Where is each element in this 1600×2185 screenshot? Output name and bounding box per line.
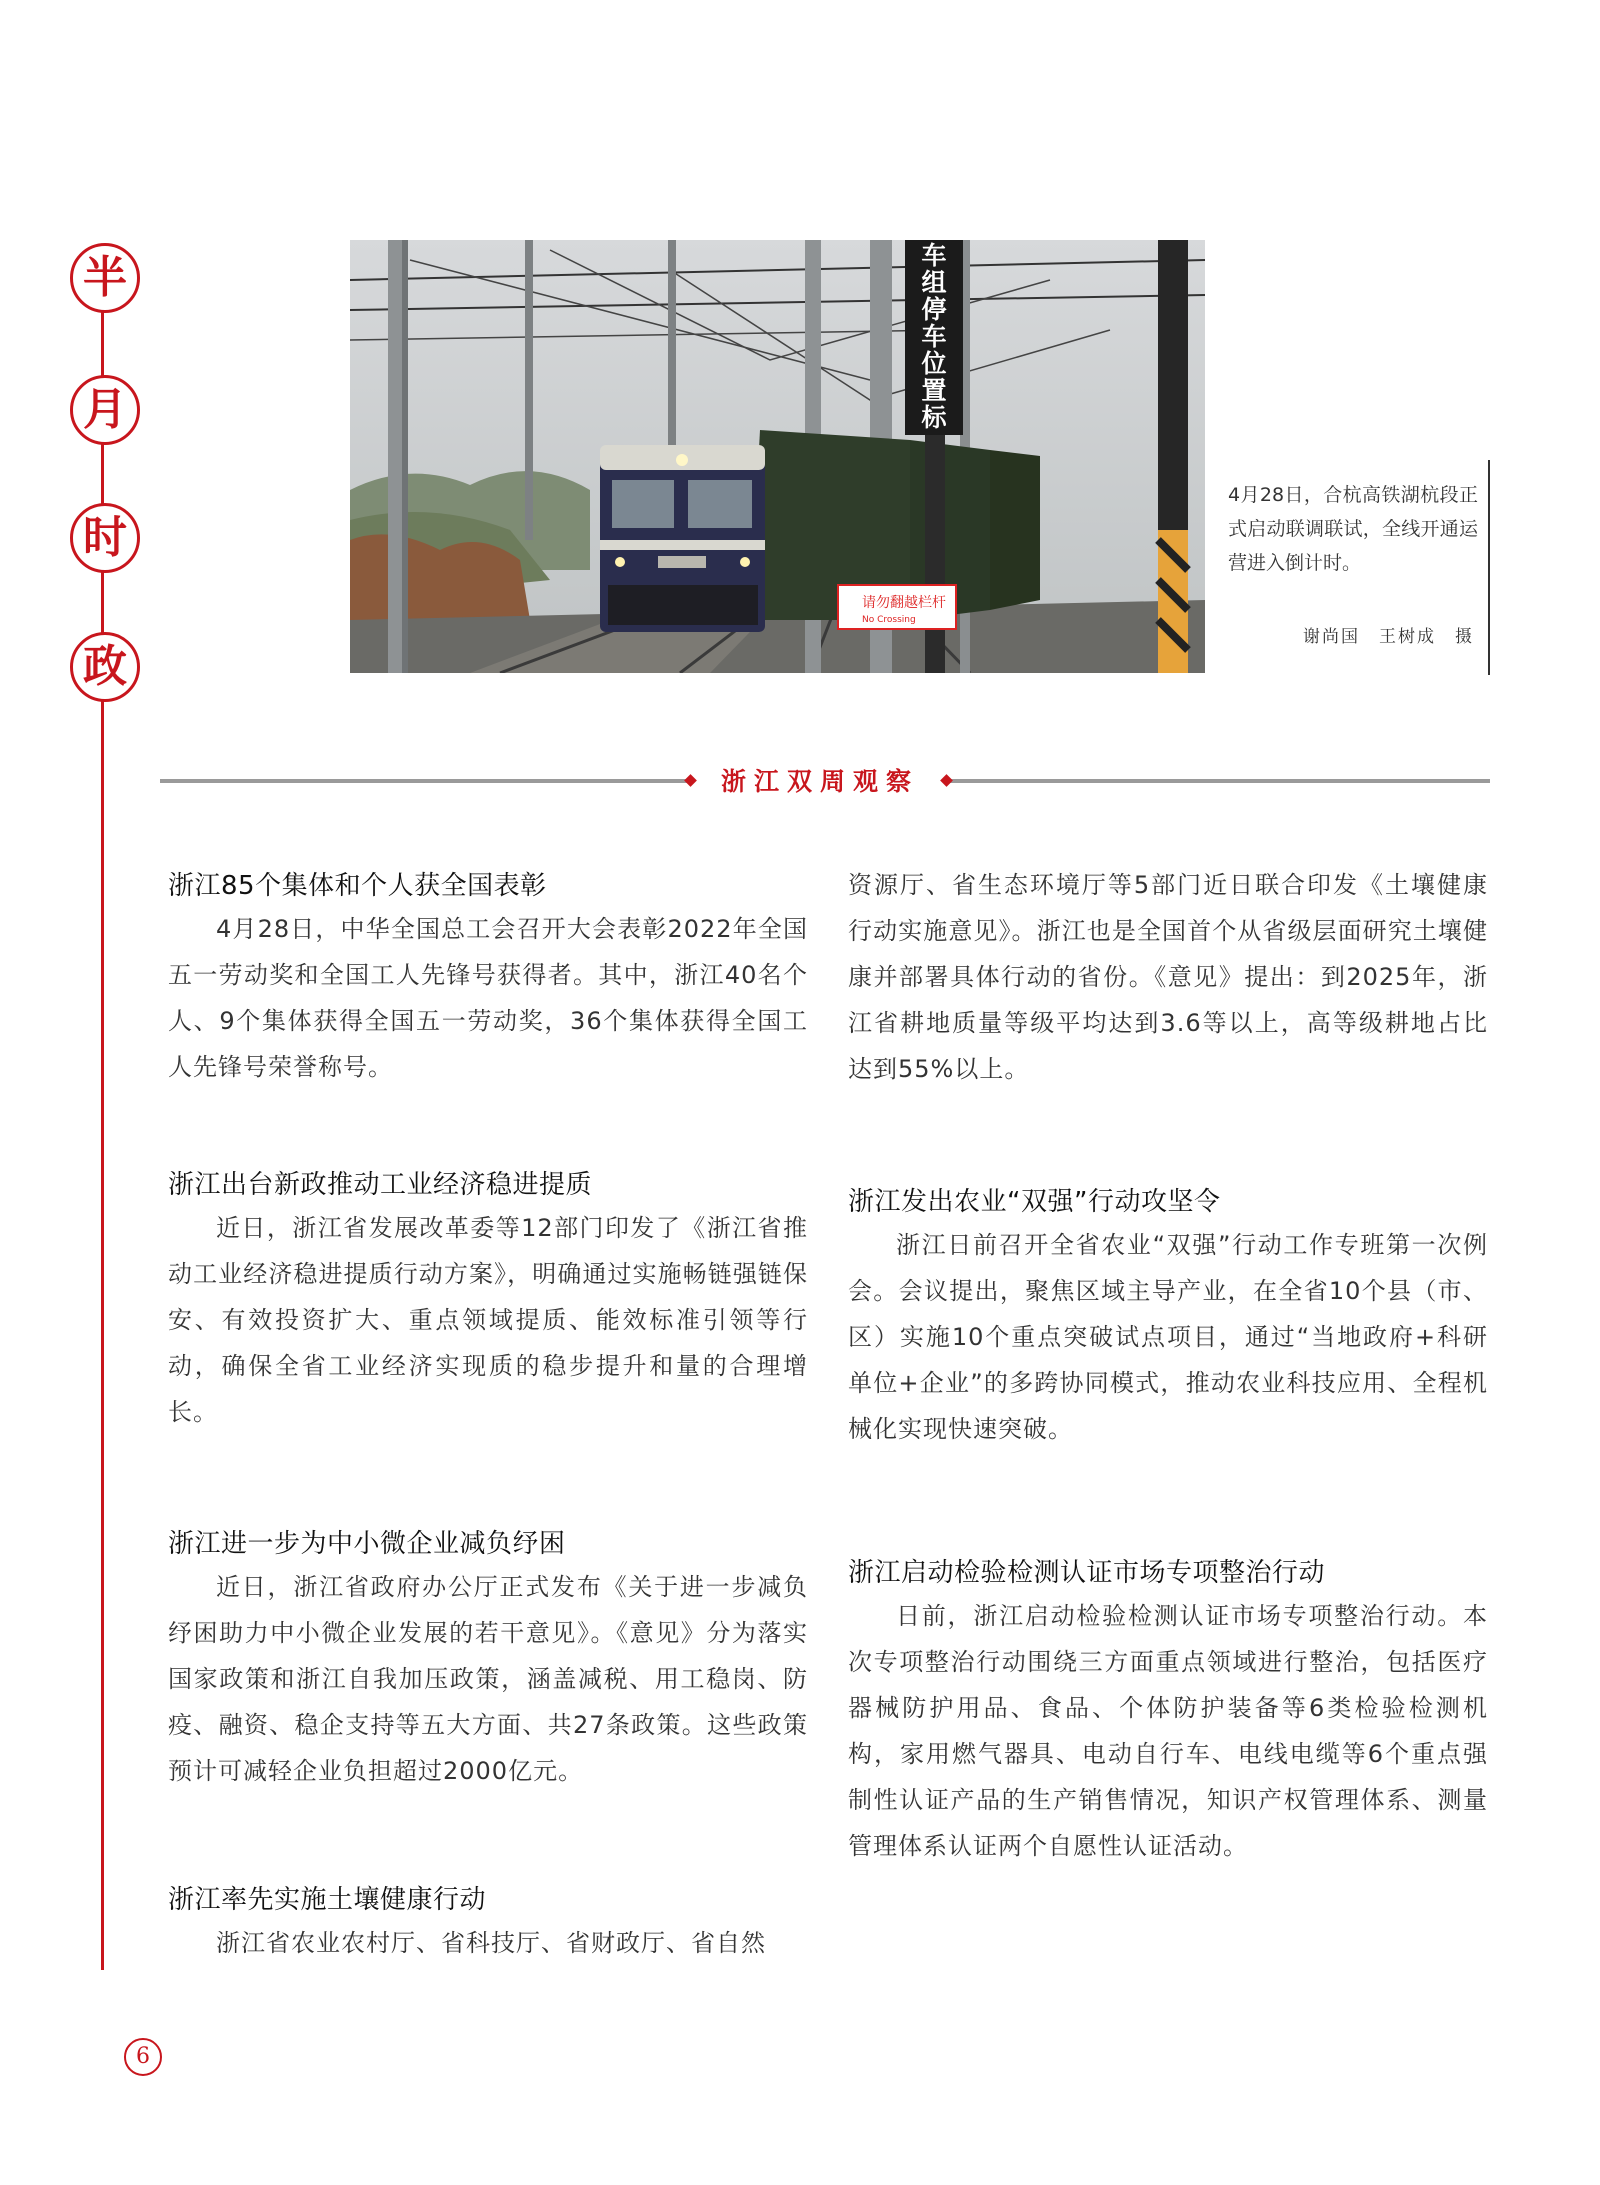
article-title: 浙江出台新政推动工业经济稳进提质	[168, 1170, 593, 1200]
sign-char: 停	[921, 295, 947, 324]
sign-text-column	[920, 241, 947, 432]
photo-caption: 4月28日，合杭高铁湖杭段正式启动联调联试，全线开通运营进入倒计时。	[1228, 484, 1478, 574]
article-title: 浙江率先实施土壤健康行动	[168, 1885, 487, 1915]
sign-char: 车	[921, 322, 947, 351]
article-title: 浙江85个集体和个人获全国表彰	[168, 871, 547, 901]
article-body: 日前，浙江启动检验检测认证市场专项整治行动。本次专项整治行动围绕三方面重点领域进行整治，包括医疗器械防护用品、食品、个体防护装备等6类检验检测机构，家用燃气器具、电动自行车、电线电缆等6个重点强制性认证产品的生产销售情况，知识产权管理体系、测量管理体系认证两个自愿性认证活动。	[848, 1602, 1488, 1860]
article-6	[848, 1553, 1488, 1869]
masthead-char-3: 时	[70, 503, 140, 573]
article-body: 近日，浙江省发展改革委等12部门印发了《浙江省推动工业经济稳进提质行动方案》，明确通过实施畅链强链保安、有效投资扩大、重点领域提质、能效标准引领等行动，确保全省工业经济实现质的稳步提升和量的合理增长。	[168, 1214, 808, 1426]
section-rule-right	[945, 779, 1490, 783]
article-5	[848, 1182, 1488, 1452]
article-title: 浙江启动检验检测认证市场专项整治行动	[848, 1558, 1326, 1588]
train-photo	[350, 240, 1205, 673]
photo-credit: 谢尚国 王树成 摄	[1303, 627, 1474, 647]
sign-char: 组	[921, 268, 947, 297]
article-4	[168, 1880, 808, 1966]
masthead-char-2: 月	[70, 375, 140, 445]
article-title: 浙江进一步为中小微企业减负纾困	[168, 1529, 566, 1559]
warning-sign-text: 请勿翻越栏杆	[862, 595, 946, 611]
article-body: 4月28日，中华全国总工会召开大会表彰2022年全国五一劳动奖和全国工人先锋号获得者。其中，浙江40名个人、9个集体获得全国五一劳动奖，36个集体获得全国工人先锋号荣誉称号。	[168, 915, 808, 1081]
sign-char: 标	[921, 403, 947, 432]
sign-char: 位	[921, 349, 947, 378]
train-photo-illustration	[350, 240, 1205, 673]
article-2	[168, 1165, 808, 1435]
article-1	[168, 866, 808, 1090]
section-rule-marker-left	[684, 774, 697, 787]
article-body-continued: 资源厅、省生态环境厅等5部门近日联合印发《土壤健康行动实施意见》。浙江也是全国首个从省级层面研究土壤健康并部署具体行动的省份。《意见》提出：到2025年，浙江省耕地质量等级平均达到3.6等以上，高等级耕地占比达到55%以上。	[848, 871, 1488, 1083]
masthead-char-4: 政	[70, 632, 140, 702]
section-rule-left	[160, 779, 690, 783]
sign-char: 车	[921, 241, 947, 270]
article-4-continued	[848, 862, 1488, 1092]
section-title: 浙江双周观察	[700, 762, 940, 798]
masthead-char-1: 半	[70, 243, 140, 313]
article-body: 近日，浙江省政府办公厅正式发布《关于进一步减负纾困助力中小微企业发展的若干意见》。《意见》分为落实国家政策和浙江自我加压政策，涵盖减税、用工稳岗、防疫、融资、稳企支持等五大方面、共27条政策。这些政策预计可减轻企业负担超过2000亿元。	[168, 1573, 808, 1785]
article-title: 浙江发出农业“双强”行动攻坚令	[848, 1187, 1221, 1217]
article-body: 浙江日前召开全省农业“双强”行动工作专班第一次例会。会议提出，聚焦区域主导产业，在全省10个县（市、区）实施10个重点突破试点项目，通过“当地政府+科研单位+企业”的多跨协同模式，推动农业科技应用、全程机械化实现快速突破。	[848, 1231, 1488, 1443]
section-rule-marker-right	[940, 774, 953, 787]
sign-char: 置	[921, 376, 947, 405]
warning-sign-subtext: No Crossing	[862, 615, 916, 625]
article-3	[168, 1524, 808, 1794]
article-body: 浙江省农业农村厅、省科技厅、省财政厅、省自然	[216, 1929, 766, 1957]
page-number: 6	[124, 2038, 162, 2076]
